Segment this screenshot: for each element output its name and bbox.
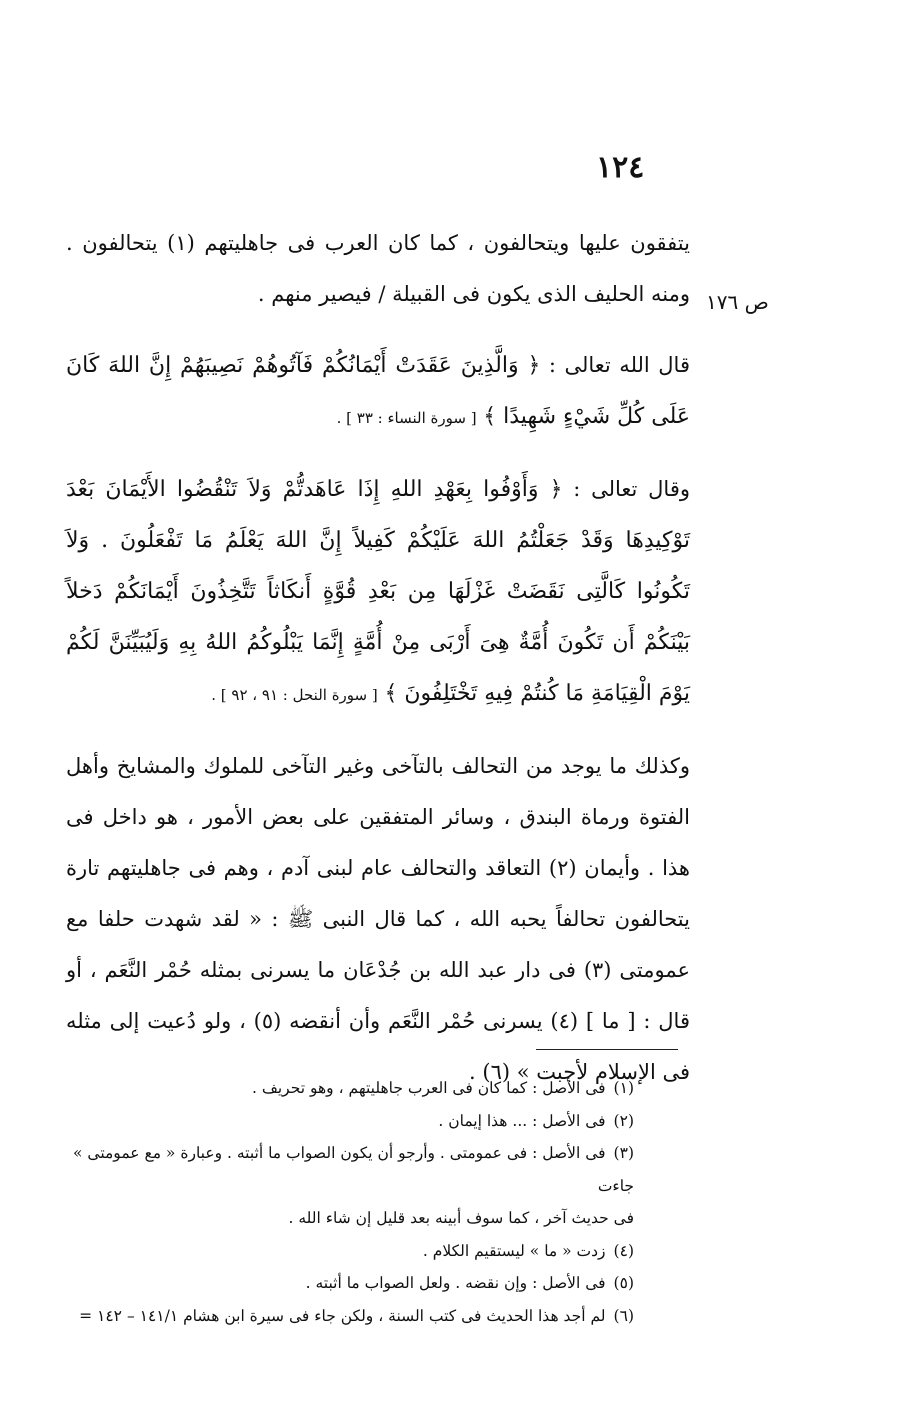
paragraph-3-intro: وقال تعالى : <box>562 477 690 501</box>
main-text <box>66 218 690 1098</box>
footnote-text: فى الأصل : ... هذا إيمان . <box>438 1111 606 1130</box>
paragraph-1-line-2: الحليف الذى يكون فى القبيلة / فيصير منهم . <box>257 282 645 306</box>
paragraph-2-intro: قال الله تعالى : <box>540 353 690 377</box>
footnote-number: (٦) <box>613 1306 634 1325</box>
quran-verse-nahl: ﴿ وَأَوْفُوا بِعَهْدِ اللهِ إِذَا عَاهَدتُّمْ وَلاَ تَنْقُضُوا الأَيْمَانَ بَعْدَ تَوْكِيدِهَا وَقَدْ جَعَلْتُمُ اللهَ عَلَيْكُمْ كَفِيلاً إِنَّ اللهَ يَعْلَمُ مَا تَفْعَلُونَ . وَلاَ تَكُونُوا كَالَّتِى نَقَضَتْ غَزْلَهَا مِن بَعْدِ قُوَّةٍ أَنكَاثاً تَتَّخِذُونَ أَيْمَانَكُمْ دَخلاً بَيْنَكُمْ أَن تَكُونَ أُمَّةٌ هِىَ أَرْبَى مِنْ أُمَّةٍ إِنَّمَا يَبْلُوكُمُ اللهُ بِهِ وَلَيُبَيِّنَنَّ لَكُمْ يَوْمَ الْقِيَامَةِ مَا كُنتُمْ فِيهِ تَخْتَلِفُونَ ﴾ <box>66 477 690 706</box>
footnote-text: لم أجد هذا الحديث فى كتب السنة ، ولكن جاء فى سيرة ابن هشام ١٤١/١ – ١٤٢ = <box>79 1306 606 1325</box>
footnote-4 <box>34 1235 634 1268</box>
footnote-2 <box>34 1105 634 1138</box>
footnote-text: فى الأصل : كما كان فى العرب جاهليتهم ، وهو تحريف . <box>251 1079 606 1097</box>
margin-page-reference: ص ١٧٦ <box>706 290 769 314</box>
footnote-number: (٥) <box>613 1274 634 1292</box>
footnote-number: (١) <box>613 1079 634 1097</box>
paragraph-2 <box>66 340 690 444</box>
footnote-5 <box>34 1267 634 1300</box>
paragraph-3 <box>66 464 690 721</box>
page-number: ١٢٤ <box>596 150 645 185</box>
footnote-text: فى الأصل : فى عمومتى . وأرجو أن يكون الصواب ما أثبته . وعبارة « مع عمومتى » جاءت <box>73 1144 634 1195</box>
footnote-text: زدت « ما » ليستقيم الكلام . <box>422 1241 606 1260</box>
footnote-number: (٣) <box>613 1144 634 1162</box>
quran-verse-nisa: ﴿ وَالَّذِينَ عَقَدَتْ أَيْمَانُكُمْ فَآتُوهُمْ نَصِيبَهُمْ إِنَّ اللهَ كَانَ عَلَى كُلِّ شَيْءٍ شَهِيدًا ﴾ <box>66 353 690 429</box>
paragraph-4: وكذلك ما يوجد من التحالف بالتآخى وغير التآخى للملوك والمشايخ وأهل الفتوة ورماة البندق ، وسائر المتفقين على بعض الأمور ، هو داخل فى هذا . وأيمان (٢) التعاقد والتحالف عام لبنى آدم ، وهم فى جاهليتهم تارة يتحالفون تحالفاً يحبه الله ، كما قال النبى ﷺ : « لقد شهدت حلفا مع عمومتى (٣) فى دار عبد الله بن جُدْعَان ما يسرنى بمثله حُمْر النَّعَم ، أو قال : [ ما ] (٤) يسرنى حُمْر النَّعَم وأن أنقضه (٥) ، ولو دُعيت إلى مثله فى الإسلام لأجبت » (٦) . <box>66 754 690 1084</box>
footnote-6 <box>34 1300 634 1333</box>
verse-reference-nisa: [ سورة النساء : ٣٣ ] . <box>336 409 477 427</box>
footnote-divider <box>536 1049 678 1050</box>
verse-reference-nahl: [ سورة النحل : ٩١ ، ٩٢ ] . <box>211 686 378 704</box>
footnote-number: (٢) <box>613 1111 634 1130</box>
footnote-text: فى الأصل : وإن نقضه . ولعل الصواب ما أثبته . <box>305 1274 606 1292</box>
footnotes <box>34 1072 634 1332</box>
footnote-3 <box>34 1137 634 1202</box>
footnote-3-continuation: فى حديث آخر ، كما سوف أبينه بعد قليل إن شاء الله . <box>288 1209 634 1227</box>
paragraph-1-line-1: يتفقون عليها ويتحالفون ، كما كان العرب فى جاهليتهم (١) يتحالفون . ومنه <box>66 231 690 306</box>
footnote-1 <box>34 1072 634 1105</box>
footnote-number: (٤) <box>613 1241 634 1260</box>
paragraph-1 <box>66 218 690 320</box>
